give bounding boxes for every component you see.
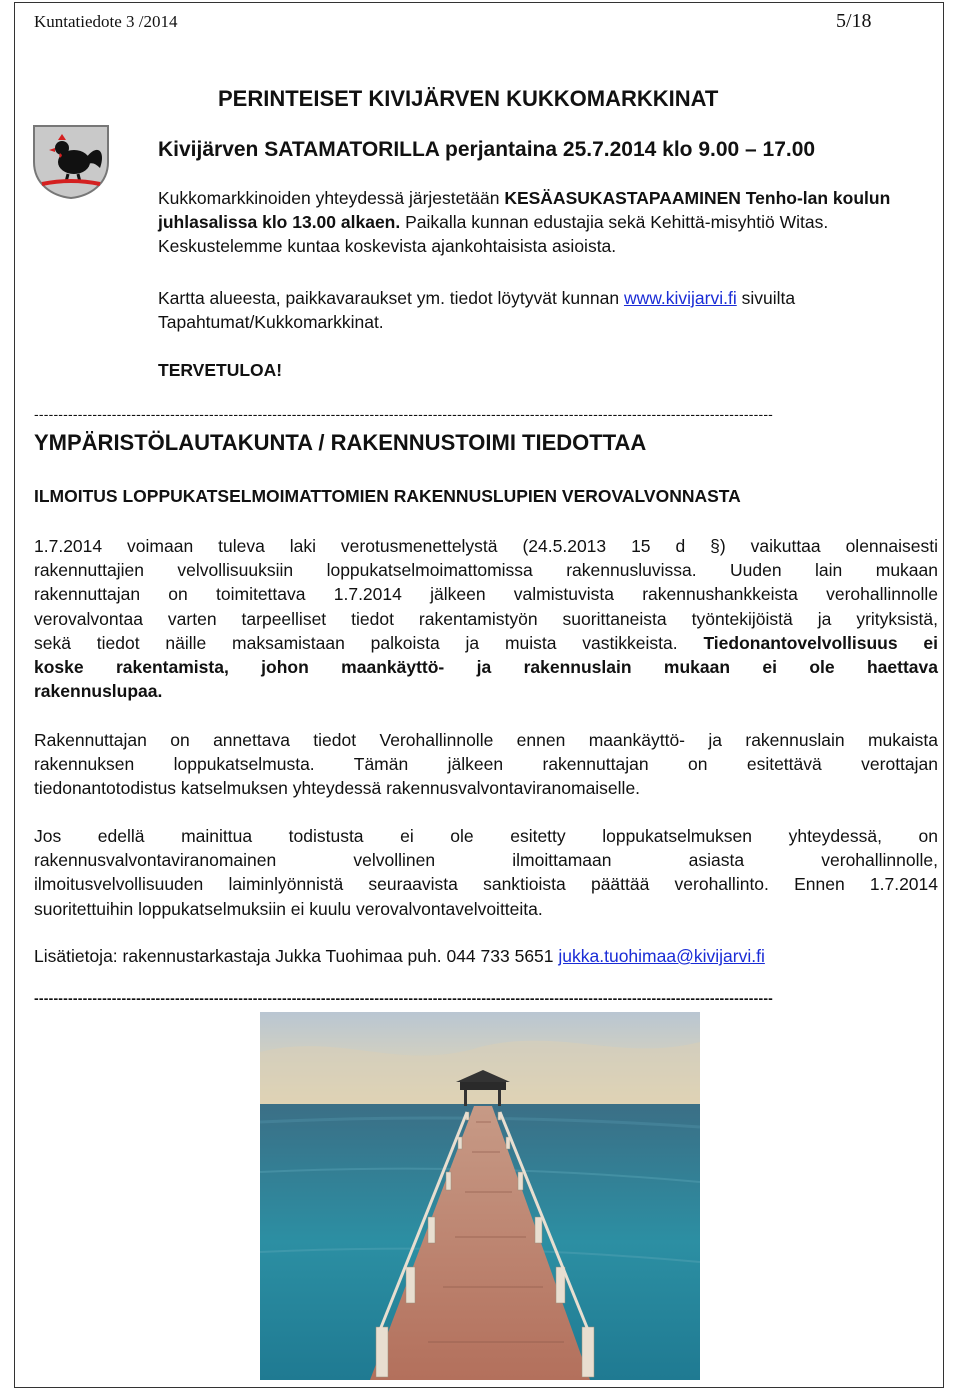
text-line: rakennuttajien velvollisuuksiin loppukatselmoimattomissa rakennusluvissa. Uuden lain mukaan: [34, 560, 938, 581]
page-number: 5/18: [836, 10, 872, 32]
contact-text: Lisätietoja: rakennustarkastaja Jukka Tuohimaa puh. 044 733 5651: [34, 946, 559, 966]
event-paragraph-intro: Kukkomarkkinoiden yhteydessä järjestetään: [158, 188, 505, 208]
text-line: rakennuttajan on toimitettava 1.7.2014 jälkeen valmistuvista rakennushankkeista verohallinnolle: [34, 584, 938, 605]
event-paragraph: [158, 186, 938, 258]
text-line: [34, 631, 938, 655]
submission-paragraph: [34, 728, 938, 801]
text-line: ilmoitusvelvollisuuden laiminlyönnistä seuraavista sanktioista päättää verohallinto. Ennen 1.7.2014: [34, 874, 938, 895]
event-paragraph-rest: Paikalla kunnan edustajia sekä Kehittä-misyhtiö Witas. Keskustelemme kuntaa koskevista ajankohtaisista asioista.: [158, 212, 829, 256]
text-line: tiedonantotodistus katselmuksen yhteydessä rakennusvalvontaviranomaiselle.: [34, 778, 641, 799]
rooster-coat-of-arms-icon: [28, 122, 114, 200]
newsletter-name: Kuntatiedote 3 /2014: [34, 12, 178, 31]
map-info-text: Kartta alueesta, paikkavaraukset ym. tiedot löytyvät kunnan: [158, 288, 624, 308]
text-line: verovalvontaa varten tarpeelliset tiedot rakentamistyön suorittaneista työntekijöistä ja yrityksistä,: [34, 608, 938, 629]
text-line: 1.7.2014 voimaan tuleva laki verotusmenettelystä (24.5.2013 15 d §) vaikuttaa olennaisesti: [34, 536, 938, 556]
text-line: Jos edellä mainittua todistusta ei ole esitetty loppukatselmuksen yhteydessä, on: [34, 826, 938, 846]
sanction-paragraph: [34, 824, 938, 921]
event-title: PERINTEISET KIVIJÄRVEN KUKKOMARKKINAT: [218, 86, 719, 111]
separator-line-bottom: --------------------------------------------------------------------------------------------------------------------------------------------------------: [34, 990, 774, 1006]
contact-paragraph: [34, 944, 938, 968]
event-subtitle: Kivijärven SATAMATORILLA perjantaina 25.7.2014 klo 9.00 – 17.00: [158, 138, 816, 161]
text-line-bold: koske rakentamista, johon maankäyttö- ja rakennuslain mukaan ei ole haettava: [34, 657, 938, 678]
tax-law-paragraph: [34, 534, 938, 703]
event-paragraph-highlight: KESÄASUKASTAPAAMINEN Tenho-lan koulun juhlasalissa klo 13.00 alkaen.: [158, 188, 891, 232]
municipality-website-link[interactable]: www.kivijarvi.fi: [623, 288, 737, 308]
text-line: rakennusvalvontaviranomainen velvollinen ilmoittamaan asiasta verohallinnolle,: [34, 850, 938, 871]
text-line-bold: rakennuslupaa.: [34, 681, 163, 702]
map-info-paragraph: [158, 286, 948, 334]
separator-line: --------------------------------------------------------------------------------------------------------------------------------------------------------: [34, 406, 774, 422]
section-title: YMPÄRISTÖLAUTAKUNTA / RAKENNUSTOIMI TIEDOTTAA: [34, 430, 647, 455]
text-line-start: sekä tiedot näille maksamistaan palkoista ja muista vastikkeista.: [34, 632, 704, 653]
welcome-text: TERVETULOA!: [158, 360, 283, 380]
email-link[interactable]: jukka.tuohimaa@kivijarvi.fi: [558, 946, 765, 966]
text-line: Rakennuttajan on annettava tiedot Verohallinnolle ennen maankäyttö- ja rakennuslain mukaista: [34, 730, 938, 750]
pier-photo: [260, 1012, 700, 1380]
text-line: suoritettuihin loppukatselmuksiin ei kuulu verovalvontavelvoitteita.: [34, 898, 543, 919]
text-line-bold: Tiedonantovelvollisuus ei: [703, 632, 938, 653]
text-line: rakennuksen loppukatselmusta. Tämän jälkeen rakennuttajan on esitettävä verottajan: [34, 754, 938, 775]
map-info-text-end: sivuilta Tapahtumat/Kukkomarkkinat.: [158, 288, 796, 332]
section-subtitle: ILMOITUS LOPPUKATSELMOIMATTOMIEN RAKENNUSLUPIEN VEROVALVONNASTA: [34, 486, 741, 506]
